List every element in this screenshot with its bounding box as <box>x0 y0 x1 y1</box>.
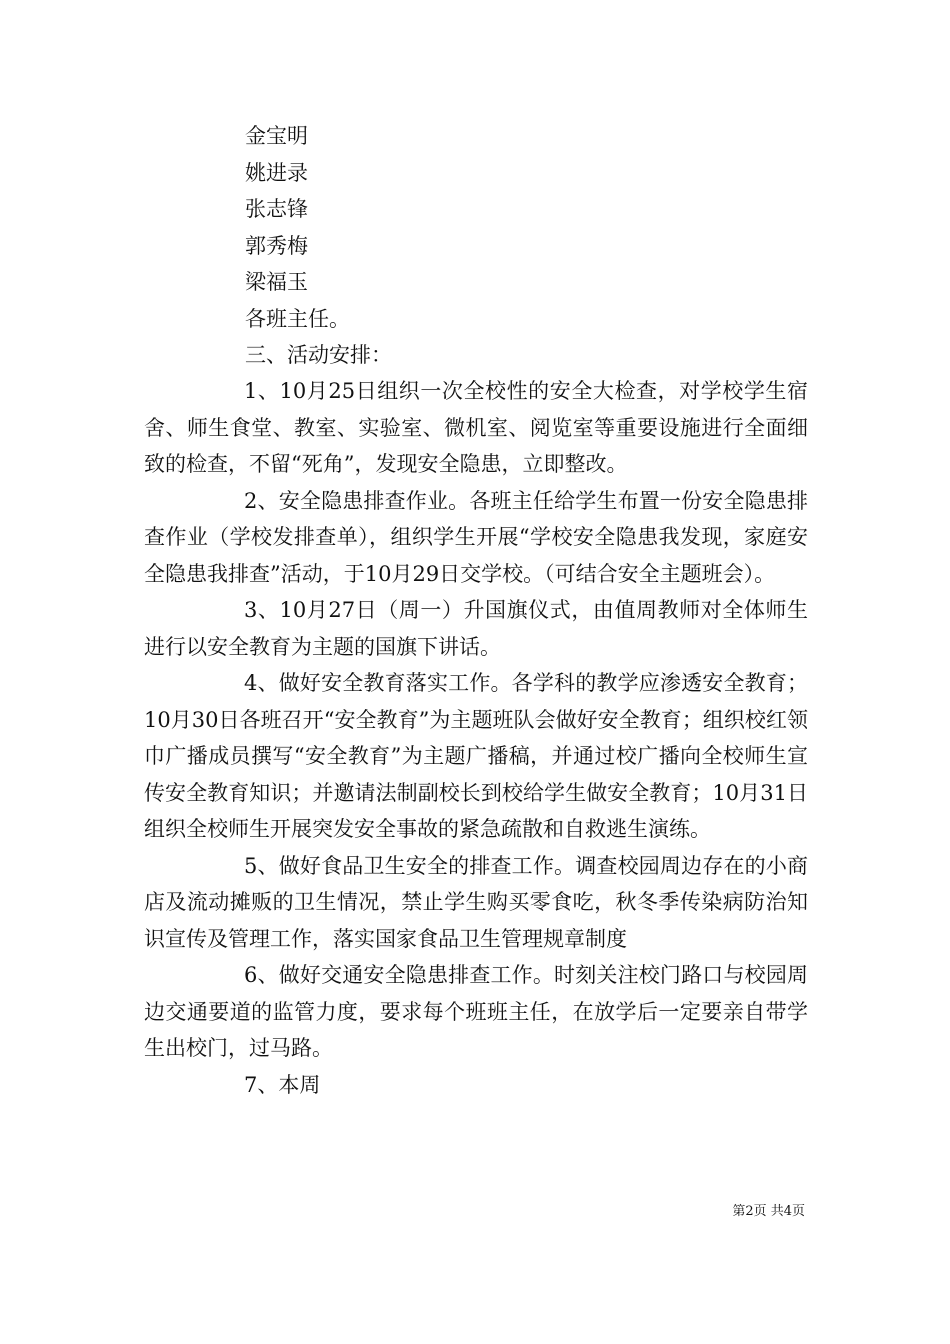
activity-paragraph: 3、10月27日（周一）升国旗仪式，由值周教师对全体师生进行以安全教育为主题的国旗下讲话。 <box>144 598 808 659</box>
activity-paragraph: 5、做好食品卫生安全的排查工作。调查校园周边存在的小商店及流动摊贩的卫生情况，禁止学生购买零食吃，秋冬季传染病防治知识宣传及管理工作，落实国家食品卫生管理规章制度 <box>144 853 808 951</box>
member-name: 张志锋 <box>245 197 308 221</box>
committee-member-list <box>245 118 745 337</box>
member-name: 金宝明 <box>245 124 308 148</box>
member-name: 姚进录 <box>245 160 308 185</box>
activity-paragraph: 4、做好安全教育落实工作。各学科的教学应渗透安全教育；10月30日各班召开“安全教育”为主题班队会做好安全教育；组织校红领巾广播成员撰写“安全教育”为主题广播稿，并通过校广播向全校师生宣传安全教育知识；并邀请法制副校长到校给学生做安全教育；10月31日组织全校师生开展突发安全事故的紧急疏散和自救逃生演练。 <box>144 671 808 841</box>
activity-paragraph: 6、做好交通安全隐患排查工作。时刻关注校门路口与校园周边交通要道的监管力度，要求每个班班主任，在放学后一定要亲自带学生出校门，过马路。 <box>144 963 808 1060</box>
page-number-footer: 第2页 共4页 <box>732 1204 805 1219</box>
activity-paragraph: 1、10月25日组织一次全校性的安全大检查，对学校学生宿舍、师生食堂、教室、实验室、微机室、阅览室等重要设施进行全面细致的检查，不留“死角”，发现安全隐患，立即整改。 <box>144 379 808 476</box>
member-name: 梁福玉 <box>245 270 308 294</box>
section-heading: 三、活动安排： <box>245 343 392 367</box>
member-name: 各班主任。 <box>245 306 350 331</box>
activity-list <box>144 373 808 1103</box>
activity-paragraph: 7、本周 <box>244 1072 321 1097</box>
activity-paragraph: 2、安全隐患排查作业。各班主任给学生布置一份安全隐患排查作业（学校发排查单），组织学生开展“学校安全隐患我发现，家庭安全隐患我排查”活动，于10月29日交学校。（可结合安全主题班会）。 <box>144 488 808 586</box>
member-name: 郭秀梅 <box>245 233 308 258</box>
